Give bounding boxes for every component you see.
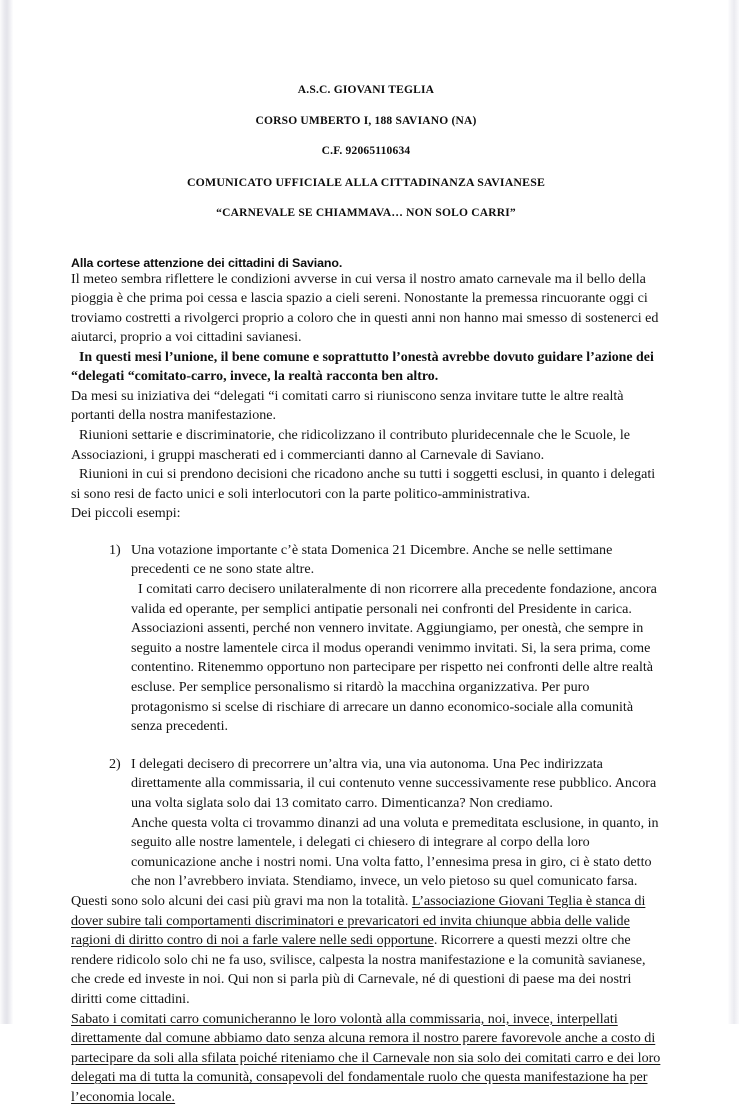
paragraph-discriminatory: Riunioni settarie e discriminatorie, che ridicolizzano il contributo pluridecennale che le Scuole, le Associazioni, i gruppi mascherati ed i commercianti danno al Carnevale di Saviano. bbox=[71, 426, 631, 463]
paragraph-examples-heading: Dei piccoli esempi: bbox=[71, 505, 181, 522]
letterhead-slogan: “CARNEVALE SE CHIAMMAVA… NON SOLO CARRI” bbox=[216, 206, 516, 219]
page-edge-right bbox=[728, 0, 739, 1024]
list-item-paragraph: I comitati carro decisero unilateralmente di non ricorrere alla precedente fondazione, ancora valida ed operante, per semplici antipatie personali nei confronti del Presidente in carica. Associazioni assenti, perché non vennero invitate. Aggiungiamo, per onestà, che sempre in seguito a nostre lamentele circa il modus operandi venimmo invitati. Si, la sera prima, come contentino. Ritenemmo opportuno non partecipare per rispetto nei confronti delle altre realtà escluse. Per semplice personalismo si ritardò la macchina organizzativa. Per puro protagonismo si scelse di rischiare di arrecare un danno economico-sociale alla comunità senza precedenti. bbox=[131, 581, 657, 735]
list-item-paragraph: I delegati decisero di precorrere un’altra via, una via autonoma. Una Pec indirizzata direttamente alla commissaria, il cui contenuto venne successivamente rese pubblico. Ancora una volta siglata solo dai 13 comitato carro. Dimenticanza? Non crediamo. bbox=[131, 755, 657, 811]
document-page bbox=[13, 0, 728, 1105]
list-spacer bbox=[71, 737, 661, 755]
closing-underlined-clause: L’associazione Giovani Teglia è stanca di dover subire tali comportamenti discriminatori e prevaricatori ed invita chiunque abbia delle valide ragioni di diritto contro di noi a farle valere nelle sedi opportune bbox=[71, 892, 646, 949]
document-content bbox=[71, 0, 661, 1108]
letterhead bbox=[71, 0, 661, 220]
list-item-paragraph: Anche questa volta ci trovammo dinanzi ad una voluta e premeditata esclusione, in quanto, in seguito alle nostre lamentele, i delegati ci chiesero di integrare al corpo della loro comunicazione anche i nostri nomi. Una volta fatto, l’ennesima presa in giro, ci è stato detto che non l’avrebbero inviata. Stendiamo, invece, un velo pietoso su quel comunicato farsa. bbox=[131, 814, 659, 890]
paragraph-final-underlined: Sabato i comitati carro comunicheranno le loro volontà alla commissaria, noi, invece, interpellati direttamente dal comune abbiamo dato senza alcuna remora il nostro parere favorevole anche a costo di partecipare da soli alla sfilata poiché riteniamo che il Carnevale non sia solo dei comitati carro e dei loro delegati ma di tutta la comunità, consapevoli del fondamentale ruolo che questa manifestazione ha per l’economia locale. bbox=[71, 1010, 661, 1105]
list-marker: 2) bbox=[109, 755, 121, 772]
closing-plain-end: . Ricorrere a questi mezzi oltre che rendere ridicolo solo chi ne fa uso, svilisce, calpesta la nostra manifestazione e la comunità savianese, che crede ed investe in noi. Qui non si parla più di Carnevale, né di questioni di paese ma dei nostri diritti come cittadini. bbox=[71, 932, 646, 1007]
list-item-paragraph: Una votazione importante c’è stata Domenica 21 Dicembre. Anche se nelle settimane precedenti ce ne sono state altre. bbox=[131, 541, 613, 578]
paragraph-meetings: Da mesi su iniziativa dei “delegati “i comitati carro si riuniscono senza invitare tutte le altre realtà portanti della nostra manifestazione. bbox=[71, 387, 624, 424]
letterhead-tax-code: C.F. 92065110634 bbox=[321, 145, 411, 158]
numbered-list bbox=[71, 541, 661, 892]
paragraph-closing bbox=[71, 892, 661, 1010]
letterhead-document-type: COMUNICATO UFFICIALE ALLA CITTADINANZA SAVIANESE bbox=[186, 174, 546, 189]
letterhead-organization: A.S.C. GIOVANI TEGLIA bbox=[297, 84, 435, 96]
paragraph-bold-statement: In questi mesi l’unione, il bene comune e soprattutto l’onestà avrebbe dovuto guidare l’azione dei “delegati “comitato-carro, invece, la realtà racconta ben altro. bbox=[71, 349, 654, 385]
list-item bbox=[71, 541, 661, 737]
list-marker: 1) bbox=[109, 541, 121, 558]
letterhead-address: CORSO UMBERTO I, 188 SAVIANO (NA) bbox=[255, 114, 477, 127]
list-item bbox=[71, 755, 661, 892]
list-spacer-top bbox=[71, 524, 661, 541]
paragraph-intro: Il meteo sembra riflettere le condizioni avverse in cui versa il nostro amato carnevale ma il bello della pioggia è che prima poi cessa e lascia spazio a cieli sereni. Nonostante la premessa rincuorante oggi ci troviamo costretti a rivolgerci proprio a coloro che in questi anni non hanno mai smesso di sostenerci ed aiutarci, proprio a voi cittadini savianesi. bbox=[71, 270, 659, 346]
page-edge-left bbox=[0, 0, 13, 1024]
paragraph-decisions: Riunioni in cui si prendono decisioni che ricadono anche su tutti i soggetti esclusi, in quanto i delegati si sono resi de facto unici e soli interlocutori con la parte politico-amministrativa. bbox=[71, 466, 656, 502]
closing-plain-start: Questi sono solo alcuni dei casi più gravi ma non la totalità. bbox=[71, 892, 412, 909]
salutation: Alla cortese attenzione dei cittadini di Saviano. bbox=[71, 255, 343, 270]
